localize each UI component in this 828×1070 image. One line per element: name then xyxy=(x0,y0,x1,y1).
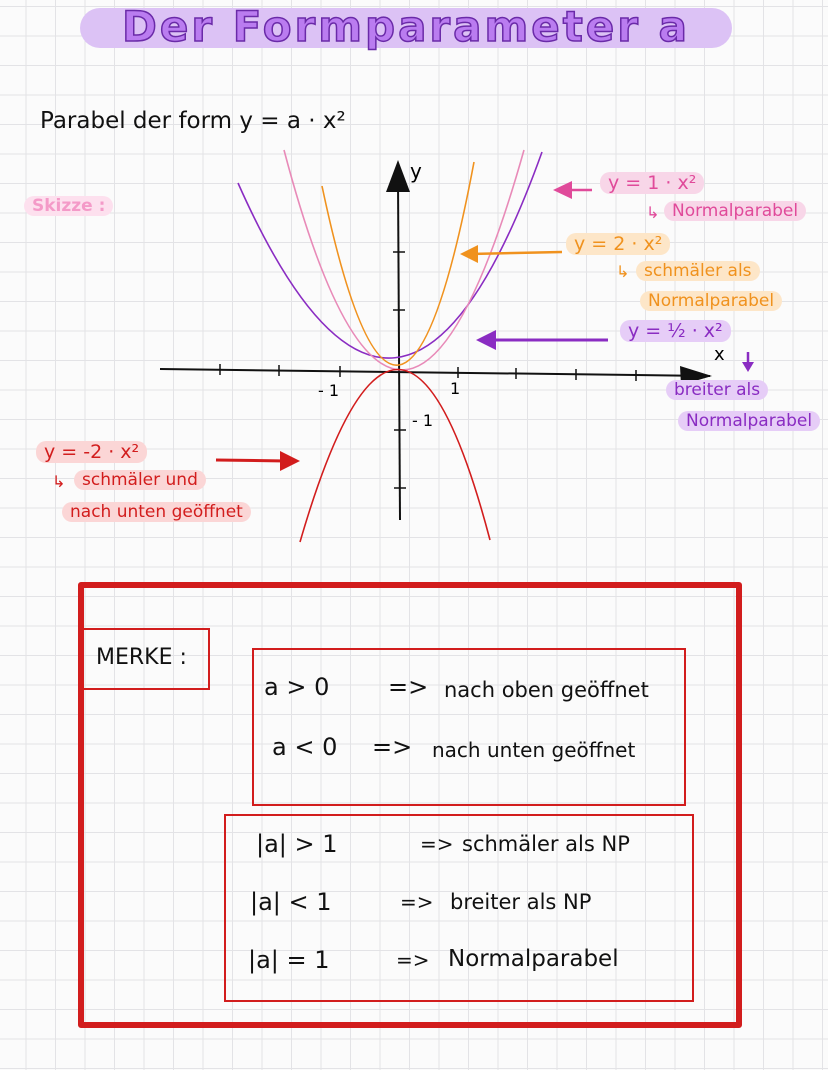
note-neg-two-line1: schmäler und xyxy=(74,470,206,490)
sign-rules-box xyxy=(252,648,686,806)
return-arrow-icon: ↳ xyxy=(646,203,660,222)
equation-half: y = ½ · x² xyxy=(620,320,731,342)
rule-condition: |a| < 1 xyxy=(250,888,332,916)
rule-result: schmäler als NP xyxy=(462,832,630,856)
intro-formula: Parabel der form y = a · x² xyxy=(40,108,346,134)
sketch-label: Skizze : xyxy=(24,196,113,216)
equation-normal: y = 1 · x² xyxy=(600,172,704,194)
y-axis xyxy=(398,180,400,520)
rule-result: nach oben geöffnet xyxy=(444,678,649,702)
arrow-half-down xyxy=(742,352,754,372)
return-arrow-icon: ↳ xyxy=(616,262,630,281)
rule-arrow: => xyxy=(388,673,429,701)
equation-neg-two: y = -2 · x² xyxy=(36,441,147,463)
arrow-two xyxy=(460,245,562,263)
rule-condition: a < 0 xyxy=(272,733,338,761)
return-arrow-icon: ↳ xyxy=(52,472,66,491)
rule-result: nach unten geöffnet xyxy=(432,738,636,762)
rule-condition: |a| = 1 xyxy=(248,946,330,974)
merke-label: MERKE : xyxy=(96,645,187,670)
note-neg-two-line2: nach unten geöffnet xyxy=(62,502,251,522)
rule-condition: a > 0 xyxy=(264,673,330,701)
note-half-line2: Normalparabel xyxy=(678,411,820,431)
y-axis-label: y xyxy=(410,159,422,183)
tick-label-one: 1 xyxy=(450,379,461,398)
rule-result: breiter als NP xyxy=(450,890,592,914)
note-half-line1: breiter als xyxy=(666,380,768,400)
arrow-half xyxy=(476,330,608,350)
equation-two: y = 2 · x² xyxy=(566,233,670,255)
rule-arrow: => xyxy=(396,948,430,972)
rule-condition: |a| > 1 xyxy=(256,830,338,858)
page-title: Der Formparameter a xyxy=(122,2,690,51)
y-axis-arrow xyxy=(386,160,410,192)
rule-arrow: => xyxy=(372,733,413,761)
note-normal: Normalparabel xyxy=(664,201,806,221)
x-axis xyxy=(160,369,710,376)
arrow-neg-two xyxy=(216,451,300,471)
note-two-line2: Normalparabel xyxy=(640,291,782,311)
rule-result: Normalparabel xyxy=(448,946,619,972)
note-two-line1: schmäler als xyxy=(636,261,760,281)
rule-arrow: => xyxy=(420,832,454,856)
tick-label-y-minus-one: - 1 xyxy=(412,411,434,430)
tick-label-minus-one: - 1 xyxy=(318,381,340,400)
arrow-normal xyxy=(553,181,592,199)
x-axis-label: x xyxy=(714,344,725,365)
rule-arrow: => xyxy=(400,890,434,914)
